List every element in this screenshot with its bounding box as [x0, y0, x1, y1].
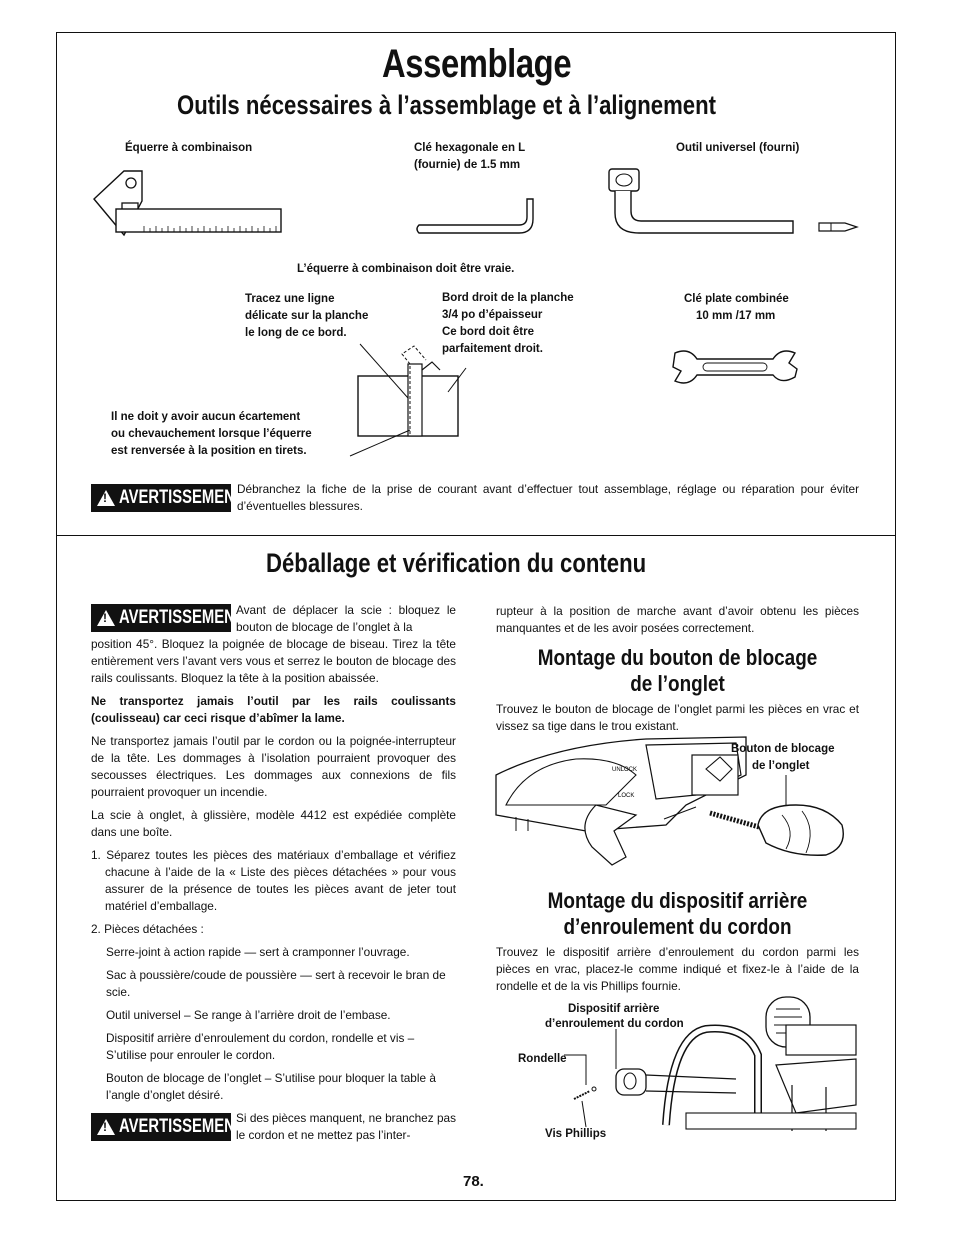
knob-callout-1: Bouton de blocage	[731, 743, 835, 755]
wrench-line-1: Clé plate combinée	[684, 293, 789, 305]
board-check-diagram	[330, 340, 480, 470]
edge-line-3: Ce bord doit être	[442, 326, 535, 338]
cord-wrap-heading: Montage du dispositif arrière d’enroulement du cordon	[547, 888, 808, 939]
page-subtitle: Outils nécessaires à l’assemblage et à l’alignement	[177, 90, 716, 120]
list-item-1: 1. Séparez toutes les pièces des matériaux d’emballage et vérifiez chacune à l’aide de la « Liste des pièces détachées » pour vous assurer de la présence de toutes les pièces avant de jeter tout matériel d’emballage.	[91, 848, 456, 913]
warning-triangle-icon: !	[97, 1119, 115, 1135]
hex-key-illustration	[415, 195, 535, 240]
miter-knob-heading: Montage du bouton de blocage de l’onglet	[537, 645, 818, 696]
warning-triangle-icon: !	[97, 490, 115, 506]
warning-triangle-icon: !	[97, 610, 115, 626]
gap-line-3: est renversée à la position en tirets.	[111, 445, 307, 457]
left-column	[91, 636, 456, 1110]
warning-badge-2: ! AVERTISSEMENT	[91, 1113, 231, 1141]
screw-callout: Vis Phillips	[545, 1128, 607, 1140]
square-label: Équerre à combinaison	[125, 142, 253, 154]
universal-tool-illustration	[605, 165, 865, 240]
section-divider	[56, 535, 896, 536]
part-5: Bouton de blocage de l’onglet – S’utilise pour bloquer la table à l’angle d’onglet désiré.	[106, 1071, 436, 1102]
device-callout-2: d’enroulement du cordon	[545, 1018, 684, 1030]
combination-square-illustration	[90, 165, 285, 240]
unpack-heading: Déballage et vérification du contenu	[266, 548, 647, 578]
page-number: 78.	[463, 1173, 484, 1190]
warning-badge-top: ! AVERTISSEMENT	[91, 484, 231, 512]
wrench-line-2: 10 mm /17 mm	[696, 310, 776, 322]
cord-wrap-text: Trouvez le dispositif arrière d’enroulement du cordon parmi les pièces en vrac, placez-le comme indiqué et fixez-le à l’aide de la rondelle et de la vis Phillips fournie.	[496, 945, 859, 993]
part-3: Outil universel – Se range à l’arrière droit de l’embase.	[106, 1008, 391, 1022]
hex-key-label-2: (fournie) de 1.5 mm	[414, 159, 521, 171]
cord-paragraph: Ne transportez jamais l’outil par le cordon ou la poignée-interrupteur de la tête. Les dommages à l’isolation pourraient provoquer des secousses électriques. Les dommages aux connexions de fils pourraient provoquer un incendie.	[91, 734, 456, 799]
washer-callout: Rondelle	[518, 1053, 567, 1065]
edge-line-2: 3/4 po d’épaisseur	[442, 309, 543, 321]
gap-line-1: Il ne doit y avoir aucun écartement	[111, 411, 301, 423]
lock-label: LOCK	[618, 793, 635, 799]
square-true-note: L’équerre à combinaison doit être vraie.	[297, 263, 515, 275]
universal-tool-label: Outil universel (fourni)	[676, 142, 800, 154]
hex-key-label-1: Clé hexagonale en L	[414, 142, 526, 154]
part-2: Sac à poussière/coude de poussière — sert à recevoir le bran de scie.	[106, 968, 446, 999]
part-1: Serre-joint à action rapide — sert à cramponner l’ouvrage.	[106, 945, 410, 959]
model-paragraph: La scie à onglet, à glissière, modèle 4412 est expédiée complète dans une boîte.	[91, 808, 456, 839]
bold-paragraph: Ne transportez jamais l’outil par les rails coulissants (coulisseau) car ceci risque d’abîmer la lame.	[91, 694, 456, 725]
warning-1-rest: position 45°. Bloquez la poignée de blocage de biseau. Tirez la tête entièrement vers l’avant vers vous et serrez le bouton de blocage des rails coulissants. Bloquez la tête à la position abaissée.	[91, 637, 456, 685]
trace-line-1: Tracez une ligne	[245, 293, 335, 305]
warning-badge-1: ! AVERTISSEMENT	[91, 604, 231, 632]
miter-knob-text: Trouvez le bouton de blocage de l’onglet parmi les pièces en vrac et vissez sa tige dans le trou existant.	[496, 702, 859, 733]
wrench-illustration	[665, 345, 805, 390]
list-item-2: 2. Pièces détachées :	[91, 922, 204, 936]
warning-2-text: Si des pièces manquent, ne branchez pas le cordon et ne mettez pas l’inter-	[236, 1111, 456, 1142]
trace-line-2: délicate sur la planche	[245, 310, 369, 322]
knob-callout-2: de l’onglet	[752, 760, 810, 772]
page-title: Assemblage	[382, 42, 572, 86]
device-callout-1: Dispositif arrière	[568, 1003, 660, 1015]
gap-line-2: ou chevauchement lorsque l’équerre	[111, 428, 312, 440]
edge-line-1: Bord droit de la planche	[442, 292, 574, 304]
unlock-label: UNLOCK	[612, 767, 638, 773]
warning-1-first: Avant de déplacer la scie : bloquez le bouton de blocage de l’onglet à la	[236, 603, 456, 634]
warning-top-text: Débranchez la fiche de la prise de courant avant d’effectuer tout assemblage, réglage ou réparation pour éviter d’éventuelles blessures.	[237, 482, 859, 513]
part-4: Dispositif arrière d’enroulement du cordon, rondelle et vis – S’utilise pour enrouler le cordon.	[106, 1031, 415, 1062]
edge-line-4: parfaitement droit.	[442, 343, 543, 355]
right-continue: rupteur à la position de marche avant d’avoir obtenu les pièces manquantes et de les avoir posées correctement.	[496, 604, 859, 635]
trace-line-3: le long de ce bord.	[245, 327, 347, 339]
